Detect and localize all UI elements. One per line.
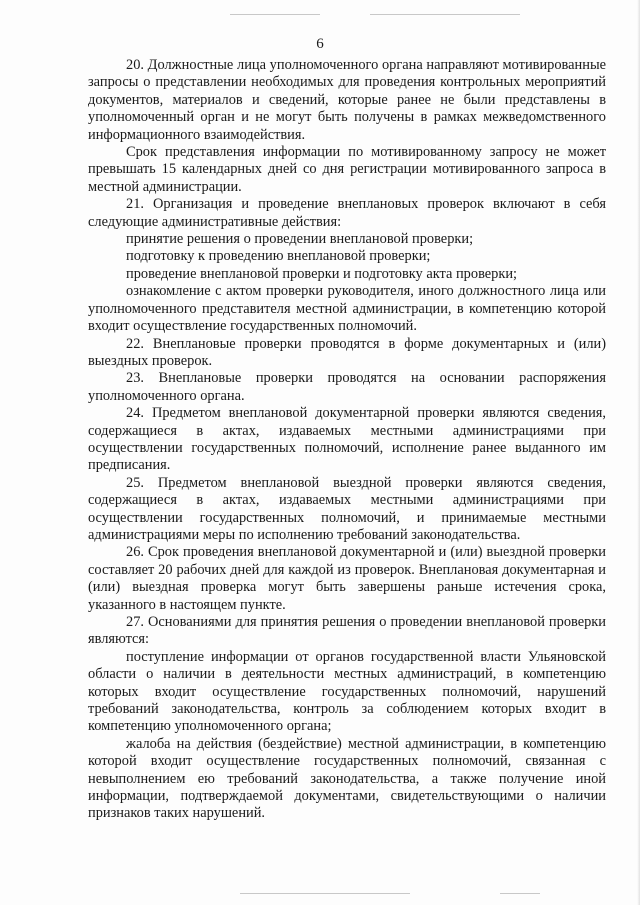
list-item-preparation: подготовку к проведению внеплановой проверки; <box>126 248 431 265</box>
paragraph-25: 25. Предметом внеплановой выездной проверки являются сведения, содержащиеся в актах, издаваемых местными администрациями при осуществлении государственных полномочий, и принимаемые местными администрациями меры по исполнению требований законодательства. <box>88 474 606 543</box>
page-number: 6 <box>316 36 324 52</box>
scan-artifact-bottom-right <box>500 893 540 894</box>
list-item-information: поступление информации от органов государственной власти Ульяновской области о наличии в деятельности местных администраций, в компетенцию которых входит осуществление государственных полномочий, нарушений требований законодательства, контроль за соблюдением которых входит в компетенцию уполномоченного органа; <box>88 648 606 735</box>
paragraph-27: 27. Основаниями для принятия решения о проведении внеплановой проверки являются: <box>88 614 606 648</box>
document-body <box>88 57 606 823</box>
list-item-familiarization: ознакомление с актом проверки руководителя, иного должностного лица или уполномоченного представителя местной администрации, в компетенцию которой входит осуществление государственных полномочий. <box>88 283 606 335</box>
paragraph-21: 21. Организация и проведение внеплановых проверок включают в себя следующие административные действия: <box>88 196 606 230</box>
scan-artifact-top-right <box>370 14 520 15</box>
scan-artifact-bottom-left <box>240 893 410 894</box>
scan-artifact-top-left <box>230 14 320 15</box>
list-item-complaint: жалоба на действия (бездействие) местной администрации, в компетенцию которой входит осуществление государственных полномочий, связанная с невыполнением ею требований законодательства, а также получение иной информации, подтверждаемой документами, свидетельствующими о наличии признаков таких нарушений. <box>88 735 606 822</box>
list-item-conducting: проведение внеплановой проверки и подготовку акта проверки; <box>126 265 518 282</box>
list-item-decision: принятие решения о проведении внеплановой проверки; <box>126 231 474 248</box>
paragraph-20: 20. Должностные лица уполномоченного органа направляют мотивированные запросы о представлении необходимых для проведения контрольных мероприятий документов, материалов и сведений, которые ранее не были представлены в уполномоченный орган и не могут быть получены в рамках межведомственного информационного взаимодействия. <box>88 57 606 143</box>
paragraph-deadline: Срок представления информации по мотивированному запросу не может превышать 15 календарных дней со дня регистрации мотивированного запроса в местной администрации. <box>88 144 606 195</box>
paragraph-24: 24. Предметом внеплановой документарной проверки являются сведения, содержащиеся в актах, издаваемых местными администрациями при осуществлении государственных полномочий, исполнение ранее выданного им предписания. <box>88 405 606 474</box>
paragraph-23: 23. Внеплановые проверки проводятся на основании распоряжения уполномоченного органа. <box>88 370 606 404</box>
paragraph-26: 26. Срок проведения внеплановой документарной и (или) выездной проверки составляет 20 рабочих дней для каждой из проверок. Внеплановая документарная и (или) выездная проверка могут быть завершены раньше истечения срока, указанного в настоящем пункте. <box>88 544 606 613</box>
paragraph-22: 22. Внеплановые проверки проводятся в форме документарных и (или) выездных проверок. <box>88 335 606 369</box>
